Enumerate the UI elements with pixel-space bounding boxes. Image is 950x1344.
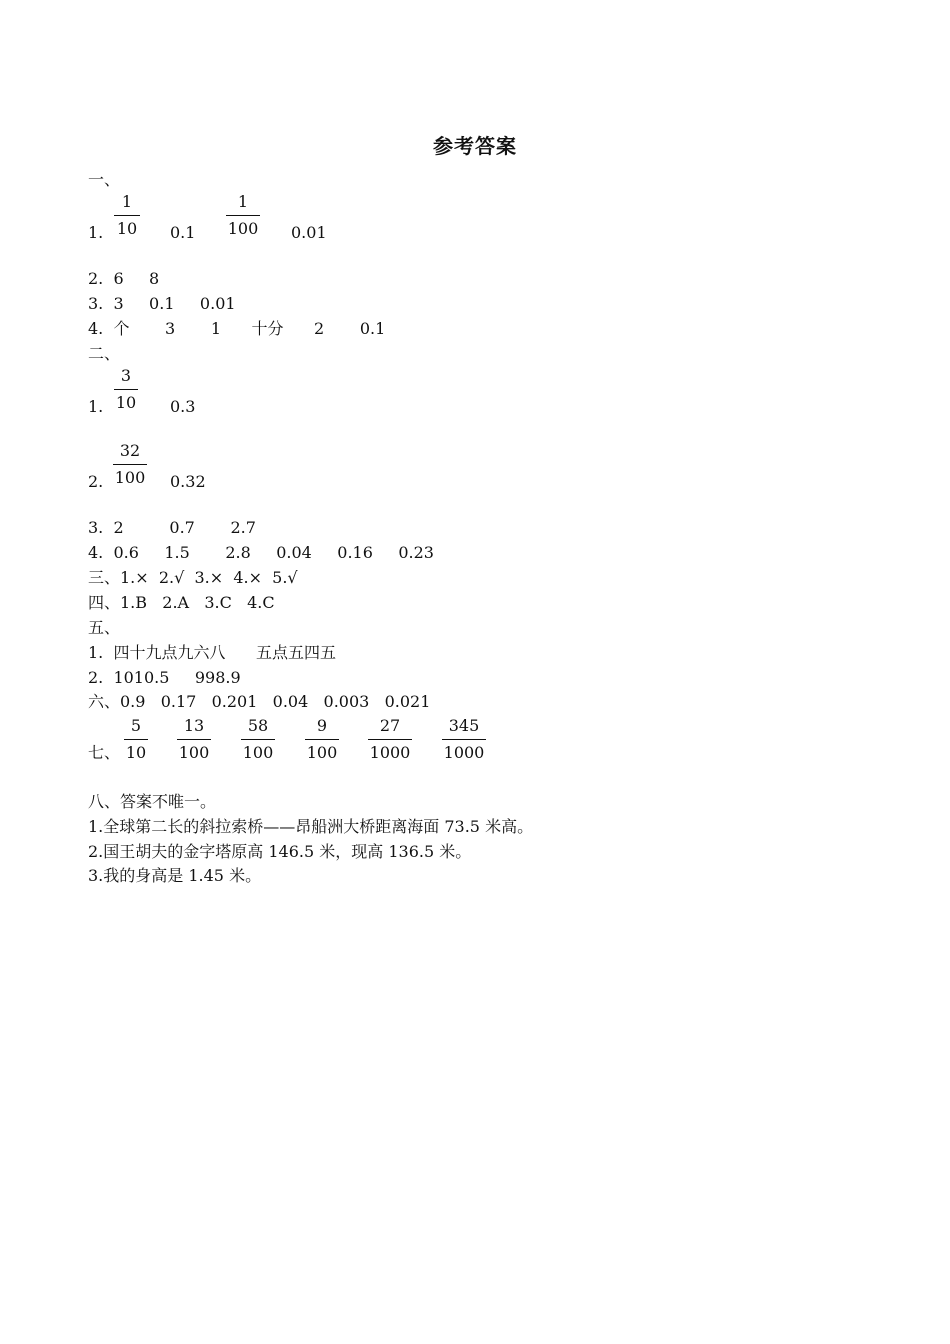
s2-q1-fraction (114, 366, 138, 413)
section-3: 三、1.× 2.√ 3.× 4.× 5.√ (88, 568, 298, 587)
denominator: 100 (114, 468, 146, 487)
section-8-heading: 八、答案不唯一。 (88, 792, 217, 811)
section-4: 四、1.B 2.A 3.C 4.C (88, 593, 275, 612)
denominator: 100 (306, 743, 338, 762)
denominator: 1000 (369, 743, 411, 762)
s7-fraction (241, 716, 275, 763)
s2-q3: 3. 2 0.7 2.7 (88, 518, 256, 537)
s1-q1-number: 1. (88, 223, 104, 242)
s7-fraction (177, 716, 211, 763)
denominator: 10 (125, 743, 147, 762)
numerator: 1 (114, 192, 140, 216)
s8-line: 3.我的身高是 1.45 米。 (88, 866, 262, 885)
numerator: 5 (124, 716, 148, 740)
s1-q4: 4. 个 3 1 十分 2 0.1 (88, 319, 386, 338)
s5-q1: 1. 四十九点九六八 五点五四五 (88, 643, 336, 662)
numerator: 3 (114, 366, 138, 390)
s7-fraction (442, 716, 486, 763)
s1-q1-fraction-2 (226, 192, 260, 239)
s2-q2-number: 2. (88, 472, 104, 491)
numerator: 58 (241, 716, 275, 740)
s2-q2-value: 0.32 (170, 472, 206, 491)
s7-fraction (305, 716, 339, 763)
s1-q2: 2. 6 8 (88, 269, 160, 288)
s1-q1-value-1: 0.1 (170, 223, 196, 242)
denominator: 10 (115, 393, 137, 412)
s2-q1-value: 0.3 (170, 397, 196, 416)
s7-fraction (124, 716, 148, 763)
numerator: 13 (177, 716, 211, 740)
denominator: 100 (227, 219, 259, 238)
s2-q2-fraction (113, 441, 147, 488)
s2-q4: 4. 0.6 1.5 2.8 0.04 0.16 0.23 (88, 543, 434, 562)
denominator: 100 (242, 743, 274, 762)
s1-q3: 3. 3 0.1 0.01 (88, 294, 236, 313)
numerator: 27 (368, 716, 412, 740)
s8-line: 1.全球第二长的斜拉索桥——昂船洲大桥距离海面 73.5 米高。 (88, 817, 534, 836)
s7-fraction (368, 716, 412, 763)
denominator: 10 (116, 219, 138, 238)
numerator: 9 (305, 716, 339, 740)
denominator: 1000 (443, 743, 485, 762)
section-7-heading: 七、 (88, 743, 121, 762)
s5-q2: 2. 1010.5 998.9 (88, 668, 241, 687)
denominator: 100 (178, 743, 210, 762)
page-title: 参考答案 (433, 134, 517, 158)
section-6: 六、0.9 0.17 0.201 0.04 0.003 0.021 (88, 692, 431, 711)
section-5-heading: 五、 (88, 618, 121, 637)
s1-q1-fraction-1 (114, 192, 140, 239)
section-2-heading: 二、 (88, 344, 121, 363)
s2-q1-number: 1. (88, 397, 104, 416)
numerator: 1 (226, 192, 260, 216)
numerator: 32 (113, 441, 147, 465)
s1-q1-value-2: 0.01 (291, 223, 327, 242)
numerator: 345 (442, 716, 486, 740)
s8-line: 2.国王胡夫的金字塔原高 146.5 米，现高 136.5 米。 (88, 842, 472, 861)
section-1-heading: 一、 (88, 170, 121, 189)
